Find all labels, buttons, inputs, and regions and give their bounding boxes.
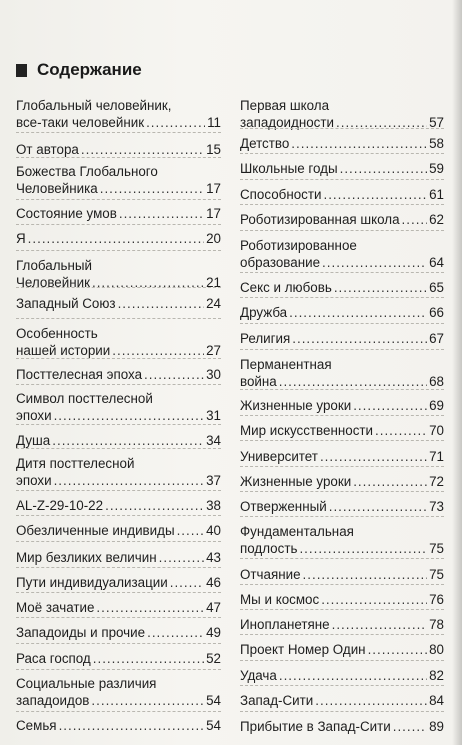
toc-entry-title: нашей истории — [16, 343, 111, 358]
toc-entry[interactable] — [16, 497, 221, 514]
toc-entry-title: Секс и любовь — [240, 280, 332, 295]
toc-entry-page-number: 75 — [429, 567, 444, 582]
toc-entry-page-number: 73 — [429, 499, 444, 514]
entry-divider — [240, 415, 444, 416]
entry-divider — [240, 204, 444, 205]
toc-entry-title: Жизненные уроки — [240, 398, 352, 413]
toc-entry-title: Способности — [240, 187, 322, 202]
toc-entry-page-number: 15 — [206, 142, 221, 157]
toc-entry-page-number: 30 — [206, 367, 221, 382]
entry-divider — [16, 448, 221, 449]
toc-entry-page-number: 47 — [206, 600, 221, 615]
toc-entry-title-line: Фундаментальная — [240, 524, 354, 539]
toc-entry[interactable] — [16, 366, 221, 383]
entry-divider — [240, 711, 444, 712]
toc-entry[interactable] — [16, 97, 221, 131]
entry-divider — [240, 584, 444, 585]
toc-entry[interactable] — [240, 692, 444, 709]
entry-divider — [16, 490, 221, 491]
entry-divider — [16, 224, 221, 225]
entry-divider — [16, 157, 221, 158]
toc-entry-page-number: 76 — [429, 592, 444, 607]
toc-entry-title-line: Символ посттелесной — [16, 391, 153, 406]
toc-entry-title-line: Глобальный — [16, 258, 93, 273]
toc-entry-page-number: 69 — [429, 398, 444, 413]
toc-entry[interactable] — [240, 211, 444, 228]
toc-entry-page-number: 31 — [206, 408, 221, 423]
toc-entry[interactable] — [240, 591, 444, 608]
toc-entry-page-number: 75 — [429, 541, 444, 556]
toc-entry-title: Инопланетяне — [240, 617, 330, 632]
toc-entry-title: Жизненные уроки — [240, 474, 352, 489]
dot-leader — [52, 432, 204, 449]
toc-entry-title: Человейник — [16, 275, 90, 290]
entry-divider — [240, 660, 444, 661]
toc-entry-page-number: 54 — [206, 718, 221, 733]
toc-entry[interactable] — [240, 97, 444, 131]
toc-entry-title: Запад-Сити — [240, 693, 314, 708]
dot-leader — [159, 549, 204, 566]
dot-leader — [322, 254, 427, 271]
toc-entry-title: От автора — [16, 142, 79, 157]
dot-leader — [353, 397, 427, 414]
entry-divider — [240, 466, 444, 467]
toc-entry-page-number: 37 — [206, 473, 221, 488]
toc-entry-page-number: 34 — [206, 433, 221, 448]
dot-leader — [96, 599, 204, 616]
dot-leader — [93, 650, 204, 667]
entry-divider — [240, 389, 444, 390]
toc-entry[interactable] — [240, 356, 444, 390]
toc-entry-page-number: 89 — [429, 719, 444, 734]
toc-entry-page-number: 78 — [429, 617, 444, 632]
toc-entry-page-number: 21 — [206, 275, 221, 290]
dot-leader — [28, 230, 204, 247]
toc-entry-page-number: 17 — [206, 181, 221, 196]
toc-entry-title-line: Глобальный человейник, — [16, 98, 172, 113]
toc-entry-title: Отверженный — [240, 499, 327, 514]
entry-divider — [16, 592, 221, 593]
toc-entry-title: Мы и космос — [240, 592, 320, 607]
toc-entry[interactable] — [240, 186, 444, 203]
entry-divider — [240, 440, 444, 441]
toc-entry-title: западоидов — [16, 693, 90, 708]
dot-leader — [54, 472, 205, 489]
dot-leader — [402, 211, 428, 228]
dot-leader — [119, 205, 204, 222]
toc-entry[interactable] — [16, 390, 221, 424]
toc-entry[interactable] — [16, 230, 221, 247]
toc-entry[interactable] — [16, 257, 221, 291]
toc-entry-page-number: 46 — [206, 575, 221, 590]
toc-entry-title: подлость — [240, 541, 298, 556]
toc-entry[interactable] — [240, 237, 444, 271]
entry-divider — [16, 132, 221, 133]
entry-divider — [240, 179, 444, 180]
toc-entry-page-number: 59 — [429, 161, 444, 176]
entry-divider — [240, 685, 444, 686]
toc-entry-page-number: 82 — [429, 668, 444, 683]
dot-leader — [146, 114, 205, 131]
dot-leader — [92, 274, 204, 291]
toc-entry[interactable] — [240, 448, 444, 465]
toc-entry[interactable] — [16, 675, 221, 709]
entry-divider — [16, 250, 221, 251]
toc-entry-title: война — [240, 374, 277, 389]
dot-leader — [299, 540, 427, 557]
dot-leader — [303, 566, 428, 583]
toc-entry-title: Школьные годы — [240, 161, 338, 176]
toc-entry-title: AL-Z-29-10-22 — [16, 498, 104, 513]
toc-entry-title: Западоиды и прочие — [16, 625, 146, 640]
toc-entry[interactable] — [16, 163, 221, 197]
entry-divider — [240, 272, 444, 273]
toc-entry[interactable] — [240, 160, 444, 177]
page-gutter-shadow — [452, 0, 462, 745]
toc-entry[interactable] — [16, 522, 221, 539]
toc-entry[interactable] — [16, 205, 221, 222]
entry-divider — [16, 318, 221, 319]
toc-entry[interactable] — [16, 599, 221, 616]
toc-entry-page-number: 62 — [429, 212, 444, 227]
toc-entry[interactable] — [16, 549, 221, 566]
toc-entry-page-number: 54 — [206, 693, 221, 708]
dot-leader — [320, 448, 427, 465]
toc-entry-title: Мир искусственности — [240, 423, 374, 438]
toc-entry[interactable] — [240, 422, 444, 439]
toc-entry-title: Университет — [240, 449, 318, 464]
toc-entry-title: Мир безликих величин — [16, 550, 157, 565]
dot-leader — [315, 692, 427, 709]
toc-entry-title: Отчаяние — [240, 567, 301, 582]
toc-entry[interactable] — [16, 455, 221, 489]
toc-entry-page-number: 65 — [429, 280, 444, 295]
entry-divider — [16, 358, 221, 359]
toc-entry-page-number: 61 — [429, 187, 444, 202]
dot-leader — [81, 141, 204, 158]
toc-entry[interactable] — [16, 717, 221, 734]
dot-leader — [292, 330, 427, 347]
toc-entry-page-number: 57 — [429, 115, 444, 130]
toc-entry-title: Роботизированная школа — [240, 212, 400, 227]
toc-entry[interactable] — [240, 330, 444, 347]
entry-divider — [16, 515, 221, 516]
entry-divider — [240, 558, 444, 559]
dot-leader — [353, 473, 427, 490]
toc-entry[interactable] — [16, 650, 221, 667]
dot-leader — [170, 574, 204, 591]
dot-leader — [332, 616, 427, 633]
entry-divider — [16, 617, 221, 618]
dot-leader — [59, 717, 205, 734]
toc-entry[interactable] — [240, 718, 444, 735]
toc-entry-page-number: 58 — [429, 136, 444, 151]
toc-entry-title: Душа — [16, 433, 51, 448]
toc-entry-title: Западный Союз — [16, 296, 116, 311]
entry-divider — [240, 634, 444, 635]
toc-entry[interactable] — [240, 523, 444, 557]
entry-divider — [240, 230, 444, 231]
toc-entry-title: эпохи — [16, 408, 52, 423]
toc-entry[interactable] — [240, 641, 444, 658]
toc-entry[interactable] — [240, 566, 444, 583]
toc-entry[interactable] — [240, 304, 444, 321]
dot-leader — [118, 295, 205, 312]
dot-leader — [329, 498, 427, 515]
toc-entry-title: Дружба — [240, 305, 288, 320]
toc-heading-text: Содержание — [37, 60, 142, 79]
toc-entry-title-line: Особенность — [16, 326, 98, 341]
dot-leader — [340, 160, 428, 177]
toc-entry[interactable] — [240, 135, 444, 152]
entry-divider — [240, 609, 444, 610]
toc-entry-page-number: 27 — [206, 343, 221, 358]
toc-entry[interactable] — [16, 432, 221, 449]
toc-entry-title: Детство — [240, 136, 290, 151]
toc-entry-title: Семья — [16, 718, 57, 733]
toc-entry[interactable] — [240, 397, 444, 414]
toc-entry-title: Обезличенные индивиды — [16, 523, 175, 538]
toc-entry-page-number: 38 — [206, 498, 221, 513]
toc-entry-page-number: 20 — [206, 231, 221, 246]
entry-divider — [240, 128, 444, 129]
toc-entry[interactable] — [16, 295, 221, 312]
toc-entry-title: Религия — [240, 331, 291, 346]
dot-leader — [105, 497, 204, 514]
entry-divider — [16, 567, 221, 568]
dot-leader — [144, 366, 204, 383]
dot-leader — [54, 407, 205, 424]
toc-entry-page-number: 72 — [429, 474, 444, 489]
dot-leader — [112, 342, 204, 359]
toc-entry-page-number: 11 — [207, 115, 221, 130]
entry-divider — [240, 153, 444, 154]
toc-entry-page-number: 67 — [429, 331, 444, 346]
dot-leader — [375, 422, 427, 439]
entry-divider — [240, 491, 444, 492]
entry-divider — [16, 424, 221, 425]
toc-entry-title-line: Первая школа — [240, 98, 330, 113]
dot-leader — [289, 304, 427, 321]
dot-leader — [279, 667, 427, 684]
dot-leader — [279, 373, 427, 390]
entry-divider — [240, 349, 444, 350]
toc-entry-page-number: 64 — [429, 255, 444, 270]
toc-entry-title: Человейника — [16, 181, 98, 196]
toc-entry-title-line: Божества Глобального — [16, 164, 158, 179]
toc-entry-page-number: 40 — [206, 523, 221, 538]
entry-divider — [240, 323, 444, 324]
toc-entry-page-number: 71 — [429, 449, 444, 464]
dot-leader — [100, 180, 204, 197]
toc-entry-title: эпохи — [16, 473, 52, 488]
toc-entry-title-line: Социальные различия — [16, 676, 157, 691]
toc-entry-page-number: 43 — [206, 550, 221, 565]
entry-divider — [16, 541, 221, 542]
entry-divider — [16, 669, 221, 670]
toc-entry-title-line: Перманентная — [240, 357, 332, 372]
dot-leader — [393, 718, 427, 735]
toc-entry-title: Прибытие в Запад-Сити — [240, 719, 391, 734]
entry-divider — [16, 287, 221, 288]
entry-divider — [16, 643, 221, 644]
toc-entry-title-line: Роботизированное — [240, 238, 357, 253]
entry-divider — [16, 711, 221, 712]
toc-entry-page-number: 17 — [206, 206, 221, 221]
toc-entry-page-number: 52 — [206, 651, 221, 666]
toc-entry[interactable] — [240, 667, 444, 684]
toc-entry-title: Пути индивидуализации — [16, 575, 168, 590]
dot-leader — [177, 522, 205, 539]
dot-leader — [291, 135, 427, 152]
dot-leader — [147, 624, 204, 641]
toc-entry-title: Раса господ — [16, 651, 91, 666]
entry-divider — [240, 297, 444, 298]
toc-entry[interactable] — [240, 498, 444, 515]
toc-entry-title: Проект Номер Один — [240, 642, 366, 657]
toc-entry-title: западоидности — [240, 115, 334, 130]
toc-entry-title: образование — [240, 255, 321, 270]
toc-entry[interactable] — [240, 473, 444, 490]
toc-entry[interactable] — [240, 279, 444, 296]
toc-heading — [16, 60, 142, 80]
toc-entry-page-number: 80 — [429, 642, 444, 657]
toc-entry-page-number: 24 — [206, 296, 221, 311]
dot-leader — [323, 186, 427, 203]
toc-entry-page-number: 66 — [429, 305, 444, 320]
toc-entry-page-number: 70 — [429, 423, 444, 438]
toc-entry-page-number: 49 — [206, 625, 221, 640]
toc-entry-title: Состояние умов — [16, 206, 117, 221]
toc-entry-title: Удача — [240, 668, 277, 683]
toc-entry-title: Я — [16, 231, 26, 246]
dot-leader — [334, 279, 427, 296]
toc-entry-title-line: Дитя посттелесной — [16, 456, 135, 471]
dot-leader — [321, 591, 427, 608]
toc-entry-page-number: 68 — [429, 374, 444, 389]
toc-entry[interactable] — [240, 616, 444, 633]
toc-entry-title: Посттелесная эпоха — [16, 367, 143, 382]
toc-entry-title: Моё зачатие — [16, 600, 95, 615]
toc-entry[interactable] — [16, 325, 221, 359]
entry-divider — [16, 199, 221, 200]
toc-entry[interactable] — [16, 574, 221, 591]
entry-divider — [240, 516, 444, 517]
toc-entry-page-number: 84 — [429, 693, 444, 708]
toc-entry[interactable] — [16, 624, 221, 641]
toc-entry-title: все-таки человейник — [16, 115, 145, 130]
entry-divider — [16, 384, 221, 385]
toc-entry[interactable] — [16, 141, 221, 158]
dot-leader — [91, 692, 204, 709]
heading-square-marker — [16, 64, 27, 77]
dot-leader — [368, 641, 428, 658]
